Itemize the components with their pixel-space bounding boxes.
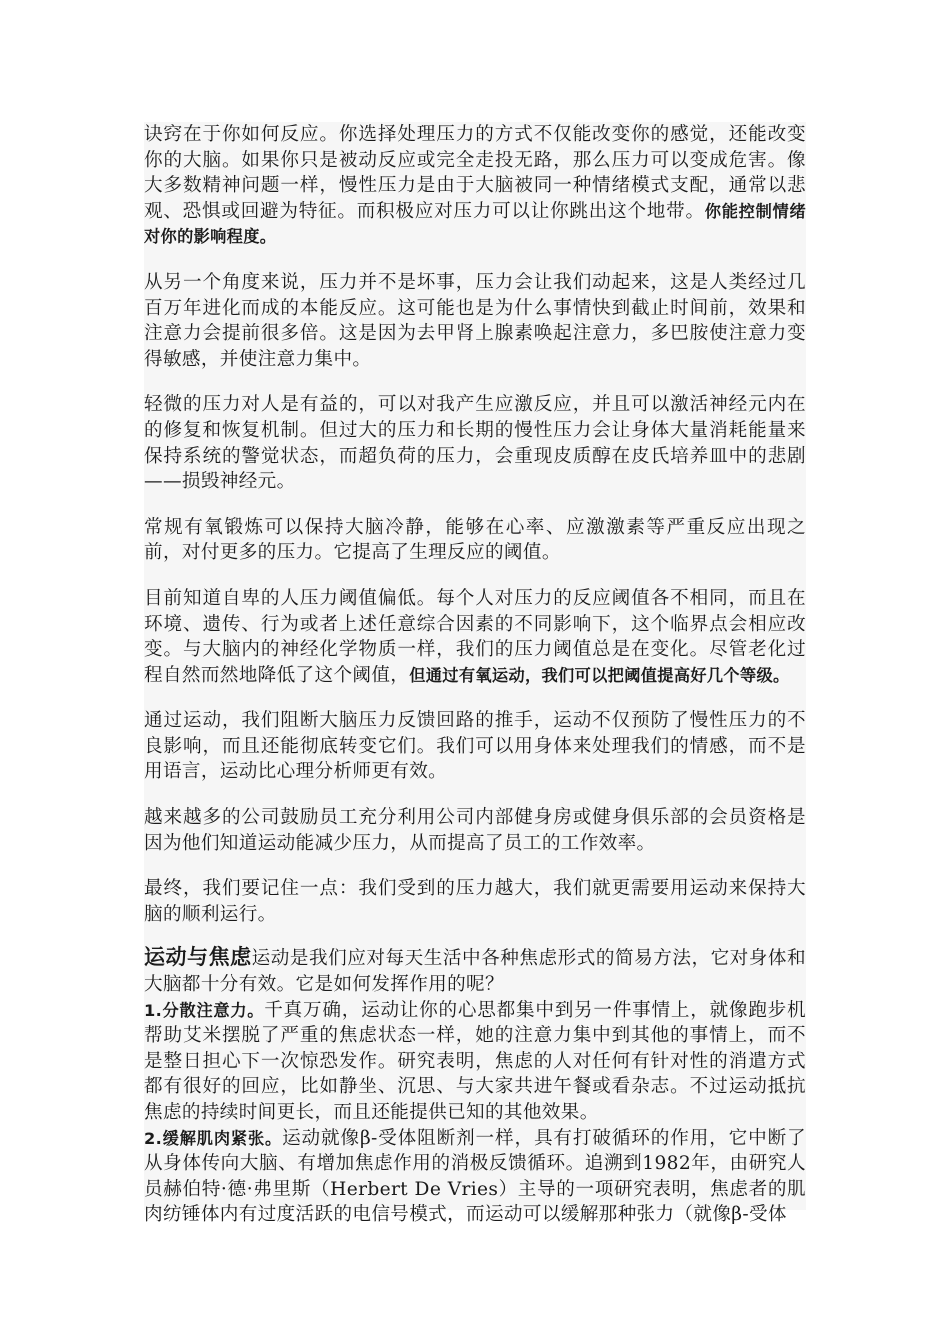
paragraph-6: 通过运动，我们阻断大脑压力反馈回路的推手，运动不仅预防了慢性压力的不良影响，而且还能彻底转变它们。我们可以用身体来处理我们的情感，而不是用语言，运动比心理分析师更有效。	[144, 710, 806, 783]
paragraph-5	[144, 586, 806, 688]
section-heading: 运动与焦虑	[144, 945, 252, 970]
section-intro-text: 运动是我们应对每天生活中各种焦虑形式的简易方法，它对身体和大脑都十分有效。它是如何发挥作用的呢？	[144, 948, 806, 996]
paragraph-1-text: 诀窍在于你如何反应。你选择处理压力的方式不仅能改变你的感觉，还能改变你的大脑。如果你只是被动反应或完全走投无路，那么压力可以变成危害。像大多数精神问题一样，慢性压力是由于大脑被同一种情绪模式支配，通常以悲观、恐惧或回避为特征。而积极应对压力可以让你跳出这个地带。	[144, 124, 806, 222]
document-page	[144, 122, 806, 1226]
paragraph-2: 从另一个角度来说，压力并不是坏事，压力会让我们动起来，这是人类经过几百万年进化而成的本能反应。这可能也是为什么事情快到截止时间前，效果和注意力会提前很多倍。这是因为去甲肾上腺素唤起注意力，多巴胺使注意力变得敏感，并使注意力集中。	[144, 271, 806, 370]
list-item-2	[144, 1126, 806, 1228]
list-item-2-label: 2.缓解肌肉紧张。	[144, 1128, 283, 1148]
paragraph-5-bold: 但通过有氧运动，我们可以把阈值提高好几个等级。	[409, 665, 790, 685]
list-item-1-label: 1.分散注意力。	[144, 1000, 265, 1020]
paragraph-3: 轻微的压力对人是有益的，可以对我产生应激反应，并且可以激活神经元内在的修复和恢复机制。但过大的压力和长期的慢性压力会让身体大量消耗能量来保持系统的警觉状态，而超负荷的压力，会重现皮质醇在皮氏培养皿中的悲剧——损毁神经元。	[144, 394, 806, 493]
paragraph-1	[144, 122, 806, 250]
list-item-2-text: 运动就像β-受体阻断剂一样，具有打破循环的作用，它中断了从身体传向大脑、有增加焦虑作用的消极反馈循环。追溯到1982年，由研究人员赫伯特·德·弗里斯（Herbert De Vries）主导的一项研究表明，焦虑者的肌肉纺锤体内有过度活跃的电信号模式，而运动可以缓解那种张力（就像β-受体	[144, 1127, 806, 1226]
paragraph-1-bold: 你能控制情绪对你的影响程度。	[144, 201, 806, 247]
paragraph-5-text: 目前知道自卑的人压力阈值偏低。每个人对压力的反应阈值各不相同，而且在环境、遗传、行为或者上述任意综合因素的不同影响下，这个临界点会相应改变。与大脑内的神经化学物质一样，我们的压力阈值总是在变化。尽管老化过程自然而然地降低了这个阈值，	[144, 587, 806, 686]
list-item-1-text: 千真万确，运动让你的心思都集中到另一件事情上，就像跑步机帮助艾米摆脱了严重的焦虑状态一样，她的注意力集中到其他的事情上，而不是整日担心下一次惊恐发作。研究表明，焦虑的人对任何有针对性的消遣方式都有很好的回应，比如静坐、沉思、与大家共进午餐或看杂志。不过运动抵抗焦虑的持续时间更长，而且还能提供已知的其他效果。	[144, 999, 806, 1123]
paragraph-4: 常规有氧锻炼可以保持大脑冷静，能够在心率、应激激素等严重反应出现之前，对付更多的压力。它提高了生理反应的阈值。	[144, 516, 806, 564]
list-item-1	[144, 998, 806, 1126]
paragraph-8: 最终，我们要记住一点：我们受到的压力越大，我们就更需要用运动来保持大脑的顺利运行。	[144, 878, 806, 925]
paragraph-7: 越来越多的公司鼓励员工充分利用公司内部健身房或健身俱乐部的会员资格是因为他们知道运动能减少压力，从而提高了员工的工作效率。	[144, 807, 806, 854]
section-intro	[144, 945, 806, 997]
